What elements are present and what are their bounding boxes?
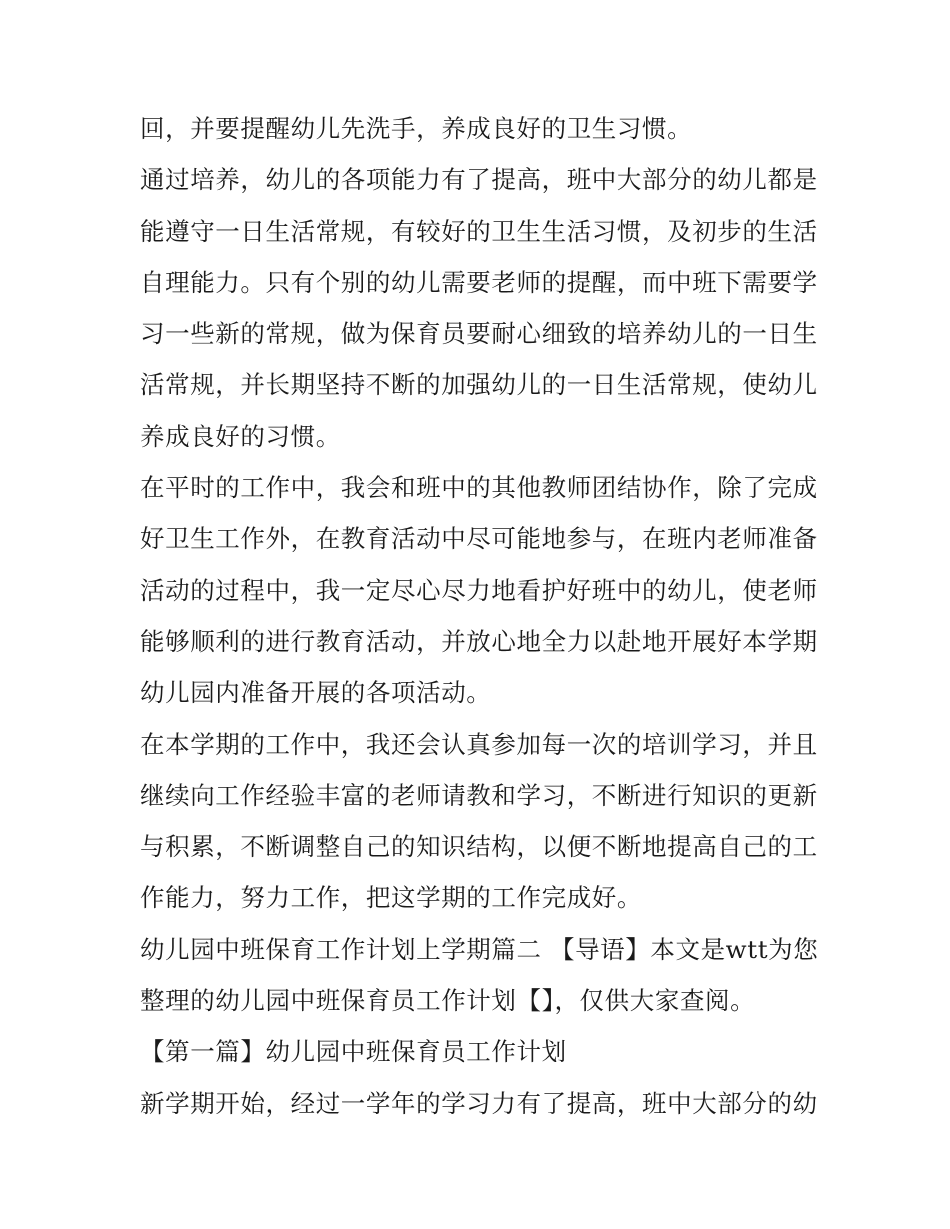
paragraph-handwashing-habit: 回，并要提醒幼儿先洗手，养成良好的卫生习惯。 [140,114,693,143]
paragraph-teamwork: 在平时的工作中，我会和班中的其他教师团结协作，除了完成好卫生工作外，在教育活动中尽可能地参与，在班内老师准备活动的过程中，我一定尽心尽力地看护好班中的幼儿，使老师能够顺利的进行教育活动，并放心地全力以赴地开展好本学期幼儿园内准备开展的各项活动。 [140,473,818,708]
paragraph-new-semester: 新学期开始，经过一学年的学习力有了提高，班中大部分的幼 [140,1088,818,1118]
document-body [140,103,820,1129]
paragraph-daily-routine: 通过培养，幼儿的各项能力有了提高，班中大部分的幼儿都是能遵守一日生活常规，有较好的卫生生活习惯，及初步的生活自理能力。只有个别的幼儿需要老师的提醒，而中班下需要学习一些新的常规，做为保育员要耐心细致的培养幼儿的一日生活常规，并长期坚持不断的加强幼儿的一日生活常规，使幼儿养成良好的习惯。 [140,165,818,451]
paragraph-training: 在本学期的工作中，我还会认真参加每一次的培训学习，并且继续向工作经验丰富的老师请教和学习，不断进行知识的更新与积累，不断调整自己的知识结构，以便不断地提高自己的工作能力，努力工作，把这学期的工作完成好。 [140,729,818,913]
paragraph-article-intro: 幼儿园中班保育工作计划上学期篇二 【导语】本文是wtt为您整理的幼儿园中班保育员工作计划【】，仅供大家查阅。 [140,934,819,1016]
section-heading-first-article: 【第一篇】幼儿园中班保育员工作计划 [140,1037,567,1067]
